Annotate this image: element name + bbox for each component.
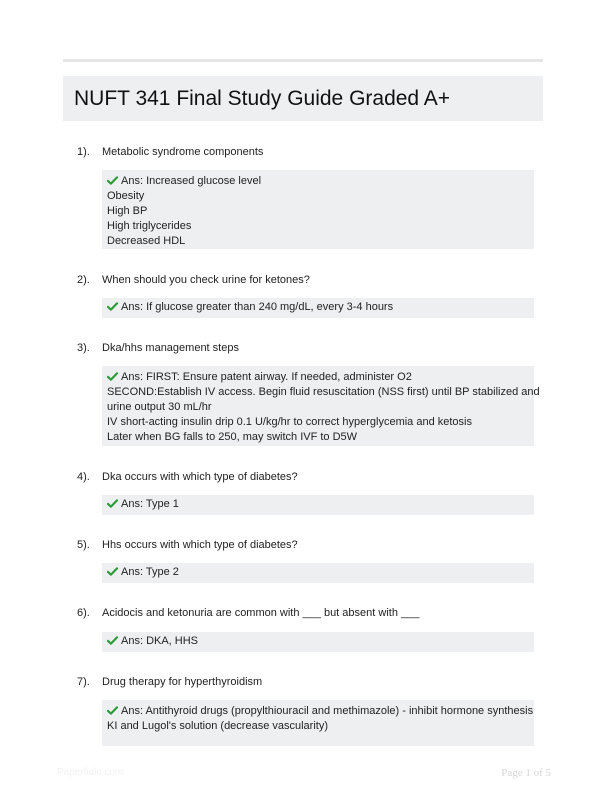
- answer-line: Later when BG falls to 250, may switch IVF to D5W: [107, 431, 358, 443]
- answer-text: Ans: FIRST: Ensure patent airway. If needed, administer O2: [121, 371, 412, 383]
- check-icon: [107, 302, 118, 311]
- answer-text: Ans: Type 2: [121, 566, 179, 578]
- answer-line: [107, 497, 529, 512]
- footer-watermark: Paperfidic.com: [57, 767, 124, 778]
- top-divider: [63, 59, 543, 62]
- document-title: NUFT 341 Final Study Guide Graded A+: [74, 86, 451, 110]
- check-icon: [107, 567, 118, 576]
- answer-line: SECOND:Establish IV access. Begin fluid resuscitation (NSS first) until BP stabilized and: [107, 386, 540, 398]
- answer-line: High triglycerides: [107, 220, 192, 232]
- question-number: 1).: [77, 146, 90, 158]
- question-number: 7).: [77, 676, 90, 688]
- answer-line: IV short-acting insulin drip 0.1 U/kg/hr to correct hyperglycemia and ketosis: [107, 416, 472, 428]
- answer-line: High BP: [107, 205, 148, 217]
- check-icon: [107, 499, 118, 508]
- question-number: 6).: [77, 607, 90, 619]
- check-icon: [107, 706, 118, 715]
- answer-text: Ans: Antithyroid drugs (propylthiouracil and methimazole) - inhibit hormone synthesis: [121, 705, 534, 717]
- answer-line: [107, 634, 529, 649]
- question-number: 4).: [77, 471, 90, 483]
- title-banner: [63, 76, 543, 121]
- answer-box-1: [102, 170, 534, 249]
- answer-box-4: [102, 495, 534, 515]
- check-icon: [107, 176, 118, 185]
- answer-box-6: [102, 632, 534, 652]
- answer-box-2: [102, 298, 534, 318]
- answer-box-7: [102, 700, 534, 746]
- answer-box-3: [102, 366, 540, 446]
- question-text: Hhs occurs with which type of diabetes?: [102, 539, 298, 551]
- check-icon: [107, 636, 118, 645]
- question-text: Dka/hhs management steps: [102, 342, 239, 354]
- answer-line: Obesity: [107, 190, 145, 202]
- answer-text: Ans: DKA, HHS: [121, 635, 199, 647]
- question-number: 2).: [77, 274, 90, 286]
- answer-text: Ans: If glucose greater than 240 mg/dL, every 3-4 hours: [121, 301, 394, 313]
- answer-line: [107, 300, 529, 315]
- answer-line: [107, 174, 529, 189]
- question-number: 3).: [77, 342, 90, 354]
- answer-text: Ans: Increased glucose level: [121, 175, 262, 187]
- answer-line: Decreased HDL: [107, 235, 186, 247]
- question-text: Dka occurs with which type of diabetes?: [102, 471, 298, 483]
- answer-line: [107, 565, 529, 580]
- answer-line: [107, 370, 529, 385]
- question-text: Drug therapy for hyperthyroidism: [102, 676, 263, 688]
- answer-text: Ans: Type 1: [121, 498, 179, 510]
- question-text: When should you check urine for ketones?: [102, 274, 310, 286]
- check-icon: [107, 372, 118, 381]
- question-number: 5).: [77, 539, 90, 551]
- question-text: Metabolic syndrome components: [102, 146, 264, 158]
- question-text: Acidocis and ketonuria are common with ___ but absent with ___: [102, 607, 420, 619]
- page-number: Page 1 of 5: [501, 767, 551, 779]
- answer-line: urine output 30 mL/hr: [107, 401, 212, 413]
- answer-line: [107, 704, 534, 719]
- answer-box-5: [102, 563, 534, 583]
- answer-line: KI and Lugol's solution (decrease vascularity): [107, 720, 328, 732]
